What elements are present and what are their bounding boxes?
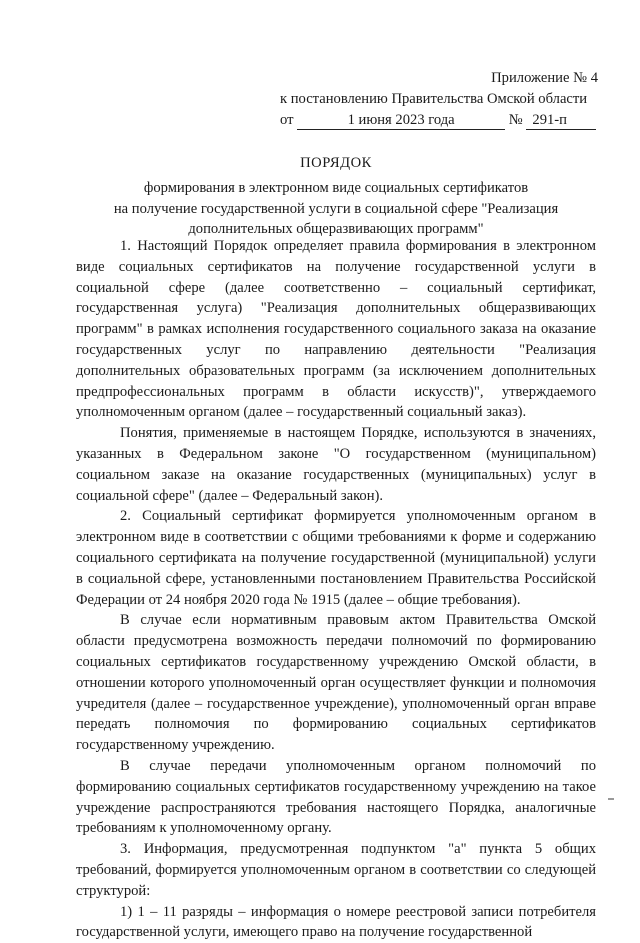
annex-date-label: от — [280, 112, 293, 128]
title-heading: ПОРЯДОК — [76, 153, 596, 174]
title-line-2: на получение государственной услуги в социальной сфере "Реализация — [76, 199, 596, 220]
annex-number-label: № — [509, 112, 523, 128]
paragraph-7: 1) 1 – 11 разряды – информация о номере реестровой записи потребителя государственной услуги, имеющего право на получение государственной — [76, 902, 596, 943]
annex-block — [270, 68, 598, 130]
annex-reference: к постановлению Правительства Омской области — [270, 89, 598, 110]
annex-date: 1 июня 2023 года — [297, 112, 505, 130]
annex-number: 291-п — [526, 112, 596, 130]
document-body — [76, 236, 596, 943]
paragraph-5: В случае передачи уполномоченным органом полномочий по формированию социальных сертификатов государственному учреждению на такое учреждение распространяются требования настоящего Порядка, аналогичные требованиям к уполномоченному органу. — [76, 756, 596, 839]
title-line-1: формирования в электронном виде социальных сертификатов — [76, 178, 596, 199]
paragraph-1: 1. Настоящий Порядок определяет правила формирования в электронном виде социальных сертификатов на получение государственной услуги в социальной сфере (далее соответственно – социальный сертификат, государственная услуга) "Реализация дополнительных общеразвивающих программ" в рамках исполнения государственного социального заказа на оказание государственных услуг по направлению деятельности "Реализация дополнительных образовательных программ (за исключением дополнительных предпрофессиональных программ в области искусств)", утверждаемого уполномоченным органом (далее – государственный социальный заказ). — [76, 236, 596, 423]
paragraph-6: 3. Информация, предусмотренная подпунктом "а" пункта 5 общих требований, формируется уполномоченным органом в соответствии со следующей структурой: — [76, 839, 596, 901]
annex-title: Приложение № 4 — [270, 68, 598, 89]
paragraph-3: 2. Социальный сертификат формируется уполномоченным органом в электронном виде в соответствии с общими требованиями к форме и содержанию социального сертификата на получение государственной (муниципальной) услуги в социальной сфере, установленными постановлением Правительства Российской Федерации от 24 ноября 2020 года № 1915 (далее – общие требования). — [76, 506, 596, 610]
annex-date-line — [270, 110, 598, 131]
title-line-3: дополнительных общеразвивающих программ" — [76, 219, 596, 240]
scan-mark — [608, 798, 614, 800]
paragraph-4: В случае если нормативным правовым актом Правительства Омской области предусмотрена возможность передачи полномочий по формированию социальных сертификатов государственному учреждению Омской области, в отношении которого уполномоченный орган осуществляет функции и полномочия учредителя (далее – государственное учреждение), уполномоченный орган вправе передать полномочия по формированию социальных сертификатов государственному учреждению. — [76, 610, 596, 756]
document-title — [76, 153, 596, 240]
paragraph-2: Понятия, применяемые в настоящем Порядке, используются в значениях, указанных в Федеральном законе "О государственном (муниципальном) социальном заказе на оказание государственных (муниципальных) услуг в социальной сфере" (далее – Федеральный закон). — [76, 423, 596, 506]
